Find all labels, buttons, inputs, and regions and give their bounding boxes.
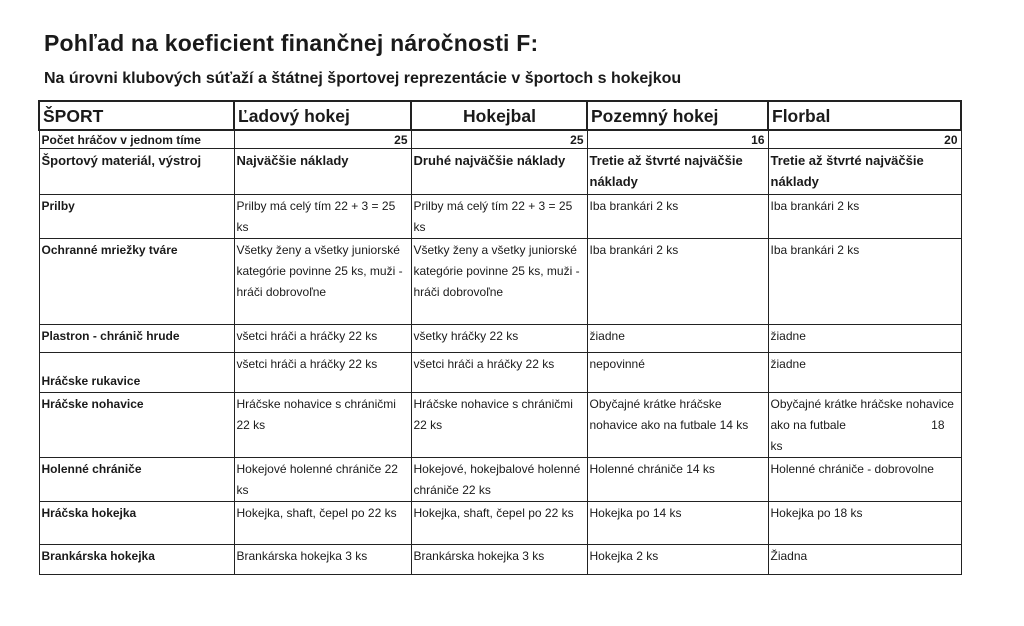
header-sport: ŠPORT [39,101,234,130]
table-cell: Brankárska hokejka 3 ks [234,545,411,575]
material-value: Tretie až štvrté najväčšie náklady [768,149,961,195]
table-cell: Prilby má celý tím 22 + 3 = 25 ks [234,195,411,239]
table-cell: Všetky ženy a všetky juniorské kategórie povinne 25 ks, muži - hráči dobrovoľne [411,239,587,325]
table-cell: Hokejka po 14 ks [587,502,768,545]
team-size-value: 25 [411,130,587,149]
team-size-value: 20 [768,130,961,149]
table-cell: nepovinné [587,353,768,393]
row-label: Plastron - chránič hrude [39,325,234,353]
row-label: Hráčska hokejka [39,502,234,545]
table-row [39,545,961,575]
table-cell: Iba brankári 2 ks [587,239,768,325]
table-cell: Iba brankári 2 ks [587,195,768,239]
table-cell: žiadne [768,325,961,353]
team-size-row [39,130,961,149]
team-size-label: Počet hráčov v jednom tíme [39,130,234,149]
table-cell: žiadne [768,353,961,393]
table-cell: Holenné chrániče - dobrovolne [768,458,961,502]
table-cell: Hokejové holenné chrániče 22 ks [234,458,411,502]
team-size-value: 16 [587,130,768,149]
material-label: Športový materiál, výstroj [39,149,234,195]
table-row [39,195,961,239]
table-cell: Iba brankári 2 ks [768,239,961,325]
material-value: Tretie až štvrté najväčšie náklady [587,149,768,195]
row-label: Brankárska hokejka [39,545,234,575]
table-cell [768,393,961,458]
material-value: Druhé najväčšie náklady [411,149,587,195]
cost-table [38,100,962,575]
page-subtitle: Na úrovni klubových súťaží a štátnej športovej reprezentácie v športoch s hokejkou [44,70,682,87]
table-cell: Hokejka, shaft, čepel po 22 ks [234,502,411,545]
row-label: Holenné chrániče [39,458,234,502]
header-ball-hockey: Hokejbal [411,101,587,130]
material-value: Najväčšie náklady [234,149,411,195]
table-cell: Holenné chrániče 14 ks [587,458,768,502]
table-cell: Hokejka 2 ks [587,545,768,575]
table-cell: Hokejové, hokejbalové holenné chrániče 22 ks [411,458,587,502]
table-cell: všetky hráčky 22 ks [411,325,587,353]
row-label: Prilby [39,195,234,239]
team-size-value: 25 [234,130,411,149]
table-cell-qty: 18 [931,418,945,432]
table-cell: všetci hráči a hráčky 22 ks [234,353,411,393]
table-cell: všetci hráči a hráčky 22 ks [234,325,411,353]
table-cell: Hráčske nohavice s chráničmi 22 ks [234,393,411,458]
table-cell: Iba brankári 2 ks [768,195,961,239]
table-row [39,393,961,458]
table-row [39,502,961,545]
row-label: Hráčske nohavice [39,393,234,458]
table-cell: všetci hráči a hráčky 22 ks [411,353,587,393]
table-cell-text: Obyčajné krátke hráčske nohavice ako na futbale [770,397,954,432]
table-cell-unit: ks [770,439,783,453]
header-ice-hockey: Ľadový hokej [234,101,411,130]
table-cell: Hokejka, shaft, čepel po 22 ks [411,502,587,545]
page-title: Pohľad na koeficient finančnej náročnosti F: [44,30,539,56]
table-cell: Prilby má celý tím 22 + 3 = 25 ks [411,195,587,239]
header-field-hockey: Pozemný hokej [587,101,768,130]
table-cell: žiadne [587,325,768,353]
table-row [39,458,961,502]
header-floorball: Florbal [768,101,961,130]
row-label: Hráčske rukavice [39,353,234,393]
table-cell: Brankárska hokejka 3 ks [411,545,587,575]
table-row [39,325,961,353]
table-cell: Obyčajné krátke hráčske nohavice ako na futbale 14 ks [587,393,768,458]
table-cell: Hokejka po 18 ks [768,502,961,545]
table-cell: Hráčske nohavice s chráničmi 22 ks [411,393,587,458]
table-cell: Všetky ženy a všetky juniorské kategórie povinne 25 ks, muži - hráči dobrovoľne [234,239,411,325]
material-row [39,149,961,195]
table-cell: Žiadna [768,545,961,575]
table-header-row [39,101,961,130]
row-label: Ochranné mriežky tváre [39,239,234,325]
table-row [39,353,961,393]
table-row [39,239,961,325]
